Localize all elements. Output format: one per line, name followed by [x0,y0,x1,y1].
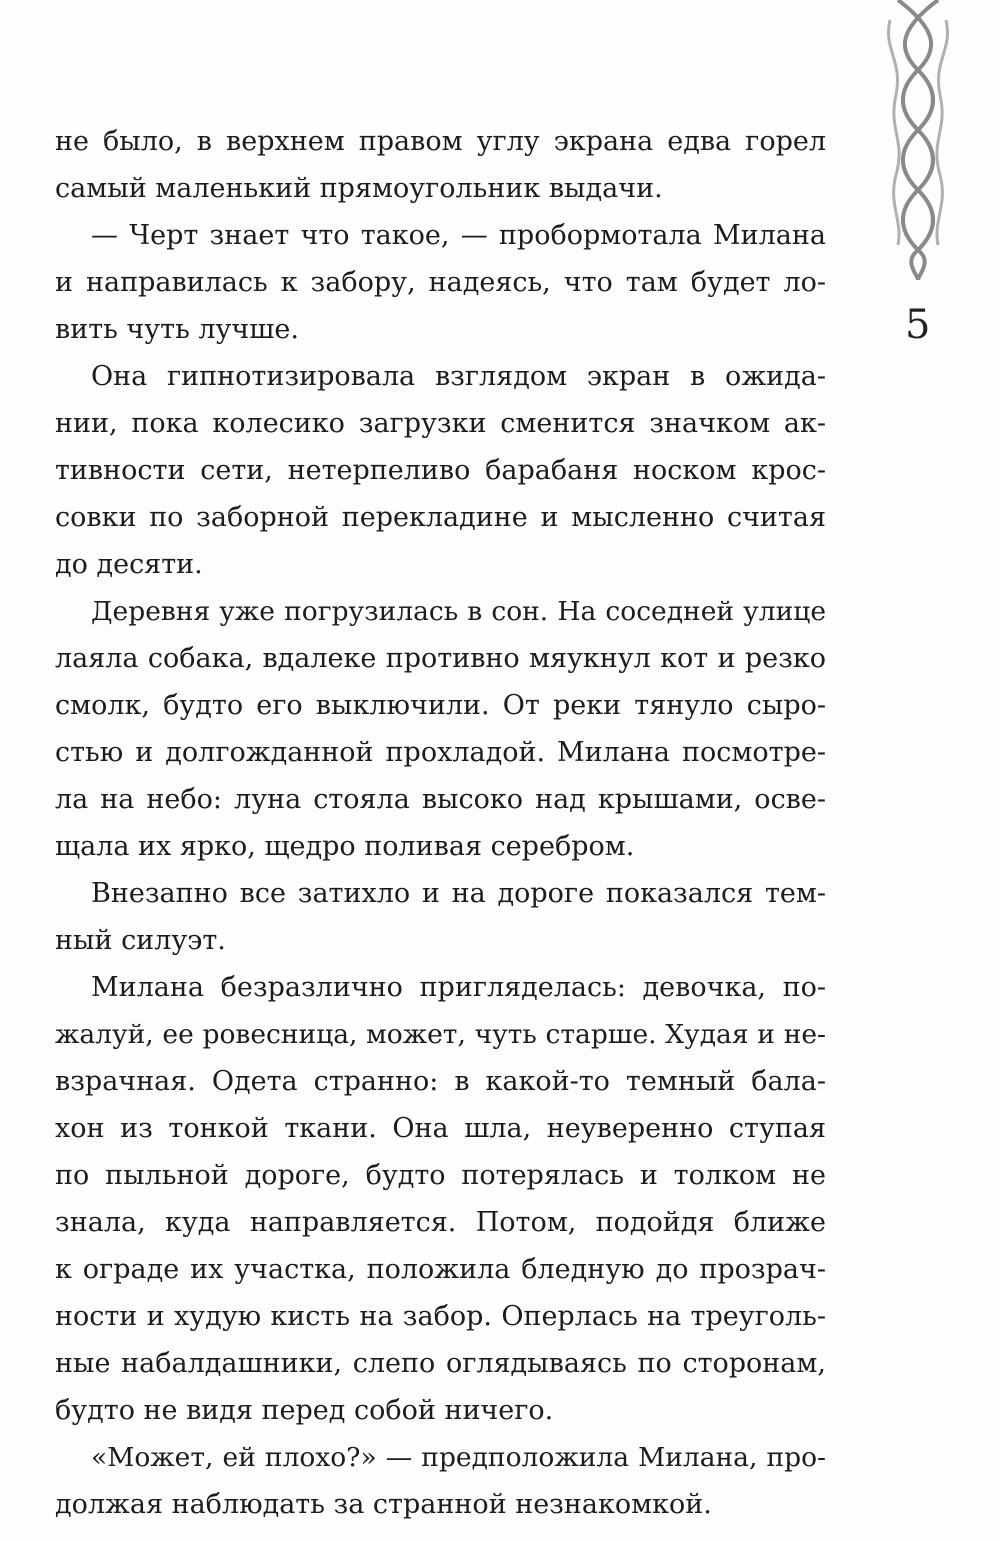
text-line: лаяла собака, вдалеке противно мяукнул кот и резко [55,643,826,674]
text-line: нии, пока колесико загрузки сменится значком ак- [55,408,826,439]
text-line: будто не видя перед собой ничего. [55,1395,554,1426]
text-line: ности и худую кисть на забор. Оперлась на треуголь- [55,1301,826,1332]
text-line: совки по заборной перекладине и мысленно считая [55,502,826,533]
text-line: Деревня уже погрузилась в сон. На соседней улице [91,596,826,627]
text-line: жалуй, ее ровесница, может, чуть старше. Худая и не- [55,1019,826,1050]
text-line: к ограде их участка, положила бледную до прозрач- [55,1254,826,1285]
page-number: 5 [905,302,931,348]
text-line: смолк, будто его выключили. От реки тянуло сыро- [55,690,826,721]
text-line: хон из тонкой ткани. Она шла, неуверенно ступая [55,1113,826,1144]
text-line: по пыльной дороге, будто потерялась и толком не [55,1160,826,1191]
body-text [55,118,826,1528]
text-line: Внезапно все затихло и на дороге показался тем- [91,878,826,909]
braided-ornament-icon [878,0,958,280]
text-line: стью и долгожданной прохладой. Милана посмотре- [55,737,826,768]
text-line: знала, куда направляется. Потом, подойдя ближе [55,1207,826,1238]
text-line: самый маленький прямоугольник выдачи. [55,173,663,204]
text-line: ный силуэт. [55,925,226,956]
text-line: Она гипнотизировала взглядом экран в ожида- [91,361,826,392]
text-line: ла на небо: луна стояла высоко над крышами, осве- [55,784,826,815]
text-line: щала их ярко, щедро поливая серебром. [55,831,635,862]
text-line: до десяти. [55,549,203,580]
text-line: должая наблюдать за странной незнакомкой. [55,1489,712,1520]
text-line: взрачная. Одета странно: в какой-то темный бала- [55,1066,826,1097]
text-line: вить чуть лучше. [55,314,299,345]
text-line: ные набалдашники, слепо оглядываясь по сторонам, [55,1348,826,1379]
text-line: «Может, ей плохо?» — предположила Милана, про- [91,1442,826,1473]
text-line: — Черт знает что такое, — пробормотала Милана [91,220,826,251]
text-line: и направилась к забору, надеясь, что там будет ло- [55,267,826,298]
text-line: Милана безразлично пригляделась: девочка, по- [91,972,826,1003]
text-line: тивности сети, нетерпеливо барабаня носком крос- [55,455,826,486]
text-line: не было, в верхнем правом углу экрана едва горел [55,126,826,157]
